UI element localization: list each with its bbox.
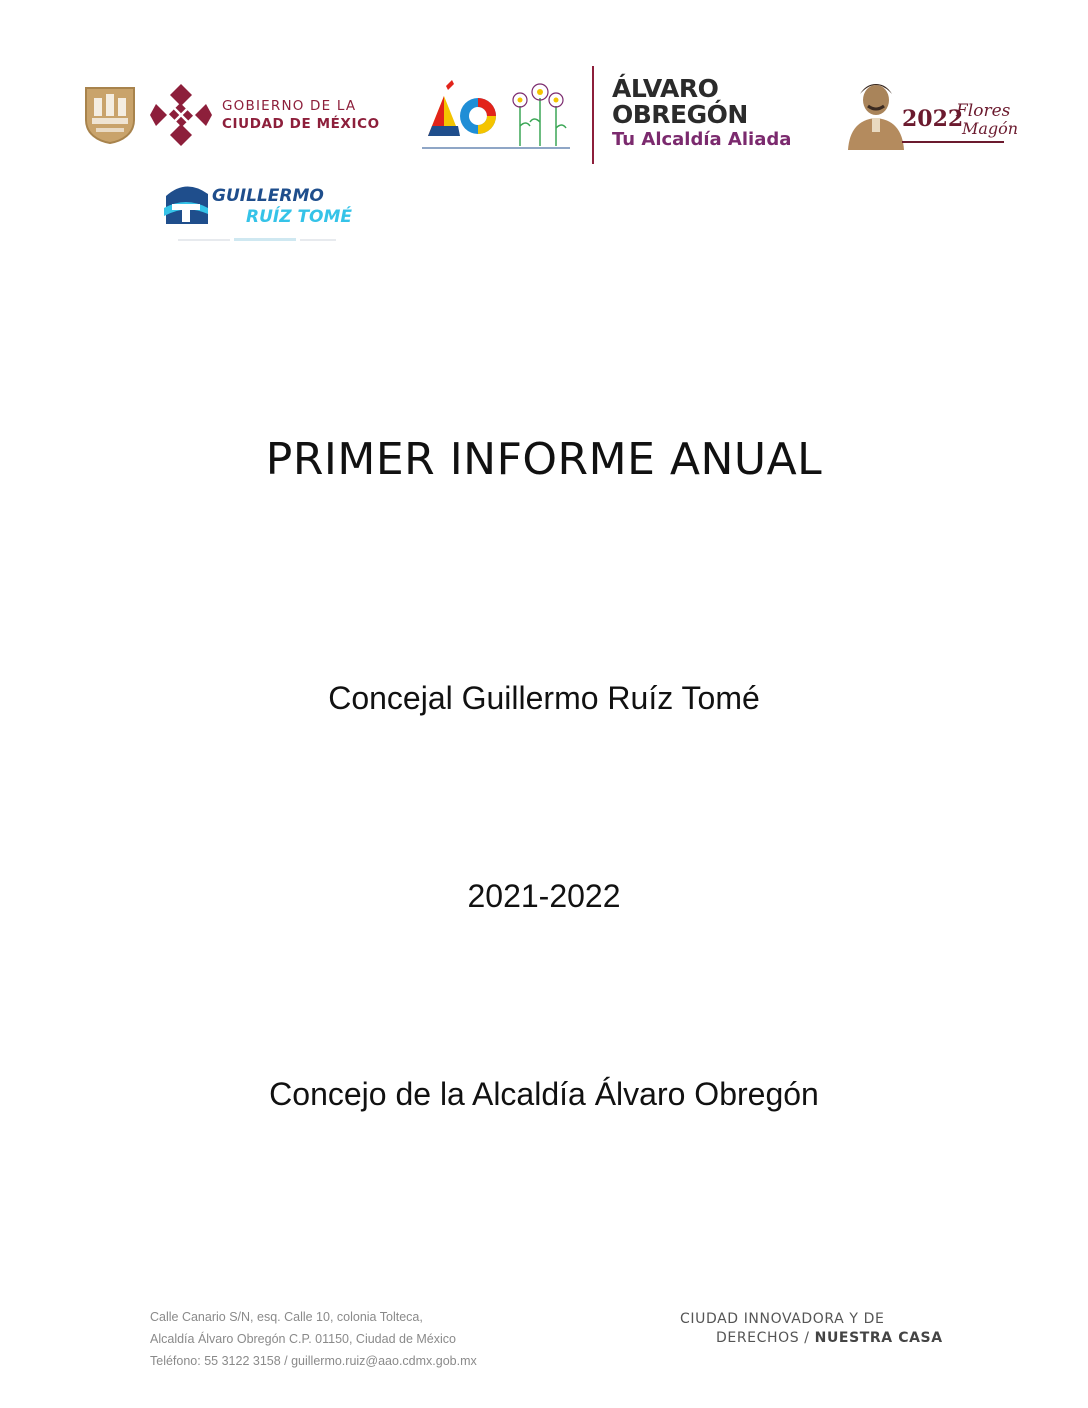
ao-line1: ÁLVARO <box>612 74 719 103</box>
ao-line3: Tu Alcaldía Aliada <box>612 129 792 150</box>
council-name: Concejo de la Alcaldía Álvaro Obregón <box>269 1076 819 1112</box>
flores-magon-2022-logo <box>846 76 1019 154</box>
document-title: PRIMER INFORME ANUAL <box>265 434 823 485</box>
cdmx-line2: CIUDAD DE MÉXICO <box>222 116 380 132</box>
alvaro-obregon-logo-text <box>612 76 791 152</box>
fm-name2: Magón <box>962 119 1019 138</box>
grt-line2: RUÍZ TOMÉ <box>246 207 353 227</box>
footer-contact <box>150 1306 477 1372</box>
cdmx-shield-logo <box>84 86 136 144</box>
cdmx-logo-text <box>222 97 380 133</box>
footer-slogan-part2: NUESTRA CASA <box>814 1330 943 1346</box>
cdmx-emblem-logo <box>152 82 210 148</box>
cdmx-line1: GOBIERNO DE LA <box>222 98 357 114</box>
fm-year: 2022 <box>902 106 964 132</box>
grt-line1: GUILLERMO <box>212 186 324 206</box>
fm-name1: Flores <box>956 101 1011 121</box>
report-period: 2021-2022 <box>467 878 621 914</box>
footer-contact-line: Teléfono: 55 3122 3158 / guillermo.ruiz@aao.cdmx.gob.mx <box>150 1354 477 1368</box>
footer-address-line2: Alcaldía Álvaro Obregón C.P. 01150, Ciudad de México <box>150 1332 456 1346</box>
footer-address-line1: Calle Canario S/N, esq. Calle 10, colonia Tolteca, <box>150 1310 423 1324</box>
ao-line2: OBREGÓN <box>612 100 748 129</box>
logo-divider <box>592 66 594 164</box>
councilor-name: Concejal Guillermo Ruíz Tomé <box>328 680 760 716</box>
footer-slogan-line1: CIUDAD INNOVADORA Y DE <box>680 1311 885 1327</box>
guillermo-ruiz-tome-logo <box>160 178 353 250</box>
footer-slogan <box>680 1310 943 1348</box>
footer-slogan-part1: DERECHOS / <box>716 1330 815 1346</box>
footer-slogan-line2 <box>680 1329 943 1348</box>
alvaro-obregon-logo <box>422 76 572 152</box>
